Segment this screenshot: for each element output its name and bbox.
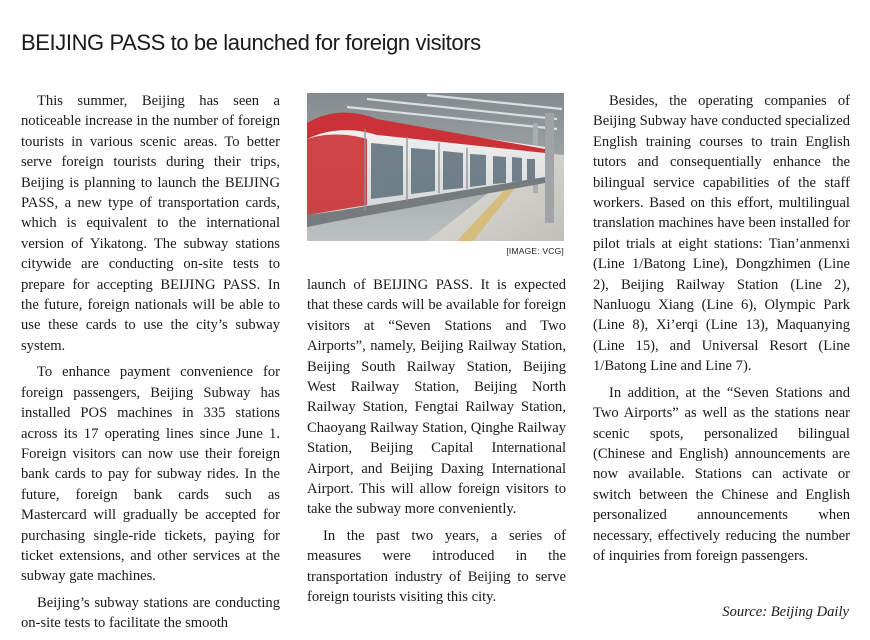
article-paragraph-5: Besides, the operating companies of Beijing Subway have conducted specialized English training courses to train English tutors and consequentially enhance the bilingual service capabilities of the staff workers. Based on this effort, multilingual translation machines have been installed for pilot trials at eight stations: Tian’anmenxi (Line 1/Batong Line), Dongzhimen (Line 2), Beijing Railway Station (Line 2), Nanluogu Xiang (Line 6), Olympic Park (Line 8), Xi’erqi (Line 13), Maquanying (Line 15), and Universal Resort (Line 1/Batong Line and Line 7). (593, 93, 850, 375)
subway-train-photo (307, 93, 564, 241)
article-column-3 (593, 91, 850, 572)
article-paragraph-3-end: launch of BEIJING PASS. It is expected that these cards will be available for foreign visitors at “Seven Stations and Two Airports”, namely, Beijing Railway Station, Beijing South Railway Station, Beijing West Railway Station, Beijing North Railway Station, Fengtai Railway Station, Chaoyang Railway Station, Qinghe Railway Station, Beijing Capital International Airport, and Beijing Daxing International Airport. This will allow foreign visitors to take the subway more conveniently. (307, 277, 566, 518)
article-paragraph-6: In addition, at the “Seven Stations and Two Airports” as well as the stations near scenic spots, personalized bilingual (Chinese and English) announcements are now available. Stations can activate or switch between the Chinese and English personalized announcements when necessary, effectively reducing the number of inquiries from foreign passengers. (593, 384, 850, 564)
image-credit: [IMAGE: VCG] (506, 246, 564, 256)
article-column-1 (21, 91, 280, 640)
article-paragraph-4: In the past two years, a series of measures were introduced in the transportation industry of Beijing to serve foreign tourists visiting this city. (307, 527, 566, 606)
headline: BEIJING PASS to be launched for foreign visitors (21, 30, 481, 55)
article-paragraph-3-start: Beijing’s subway stations are conducting on-site tests to facilitate the smooth (21, 594, 280, 632)
article-paragraph-1: This summer, Beijing has seen a noticeable increase in the number of foreign tourists in various scenic areas. To better serve foreign tourists during their trips, Beijing is planning to launch the BEIJING PASS, a new type of transportation cards, which is equivalent to the international version of Yikatong. The subway stations citywide are conducting on-site tests to prepare for accepting BEIJING PASS. In the future, foreign nationals will be able to use these cards to use the city’s subway system. (21, 93, 280, 354)
article-paragraph-2: To enhance payment convenience for foreign passengers, Beijing Subway has installed POS machines in 335 stations across its 17 operating lines since June 1. Foreign visitors can now use their foreign bank cards to pay for subway rides. In the future, foreign bank cards such as Mastercard will gradually be accepted for purchasing single-ride tickets, paying for ticket extensions, and other services at the subway gate machines. (21, 364, 280, 585)
source-credit: Source: Beijing Daily (722, 604, 849, 620)
article-column-2 (307, 275, 566, 614)
